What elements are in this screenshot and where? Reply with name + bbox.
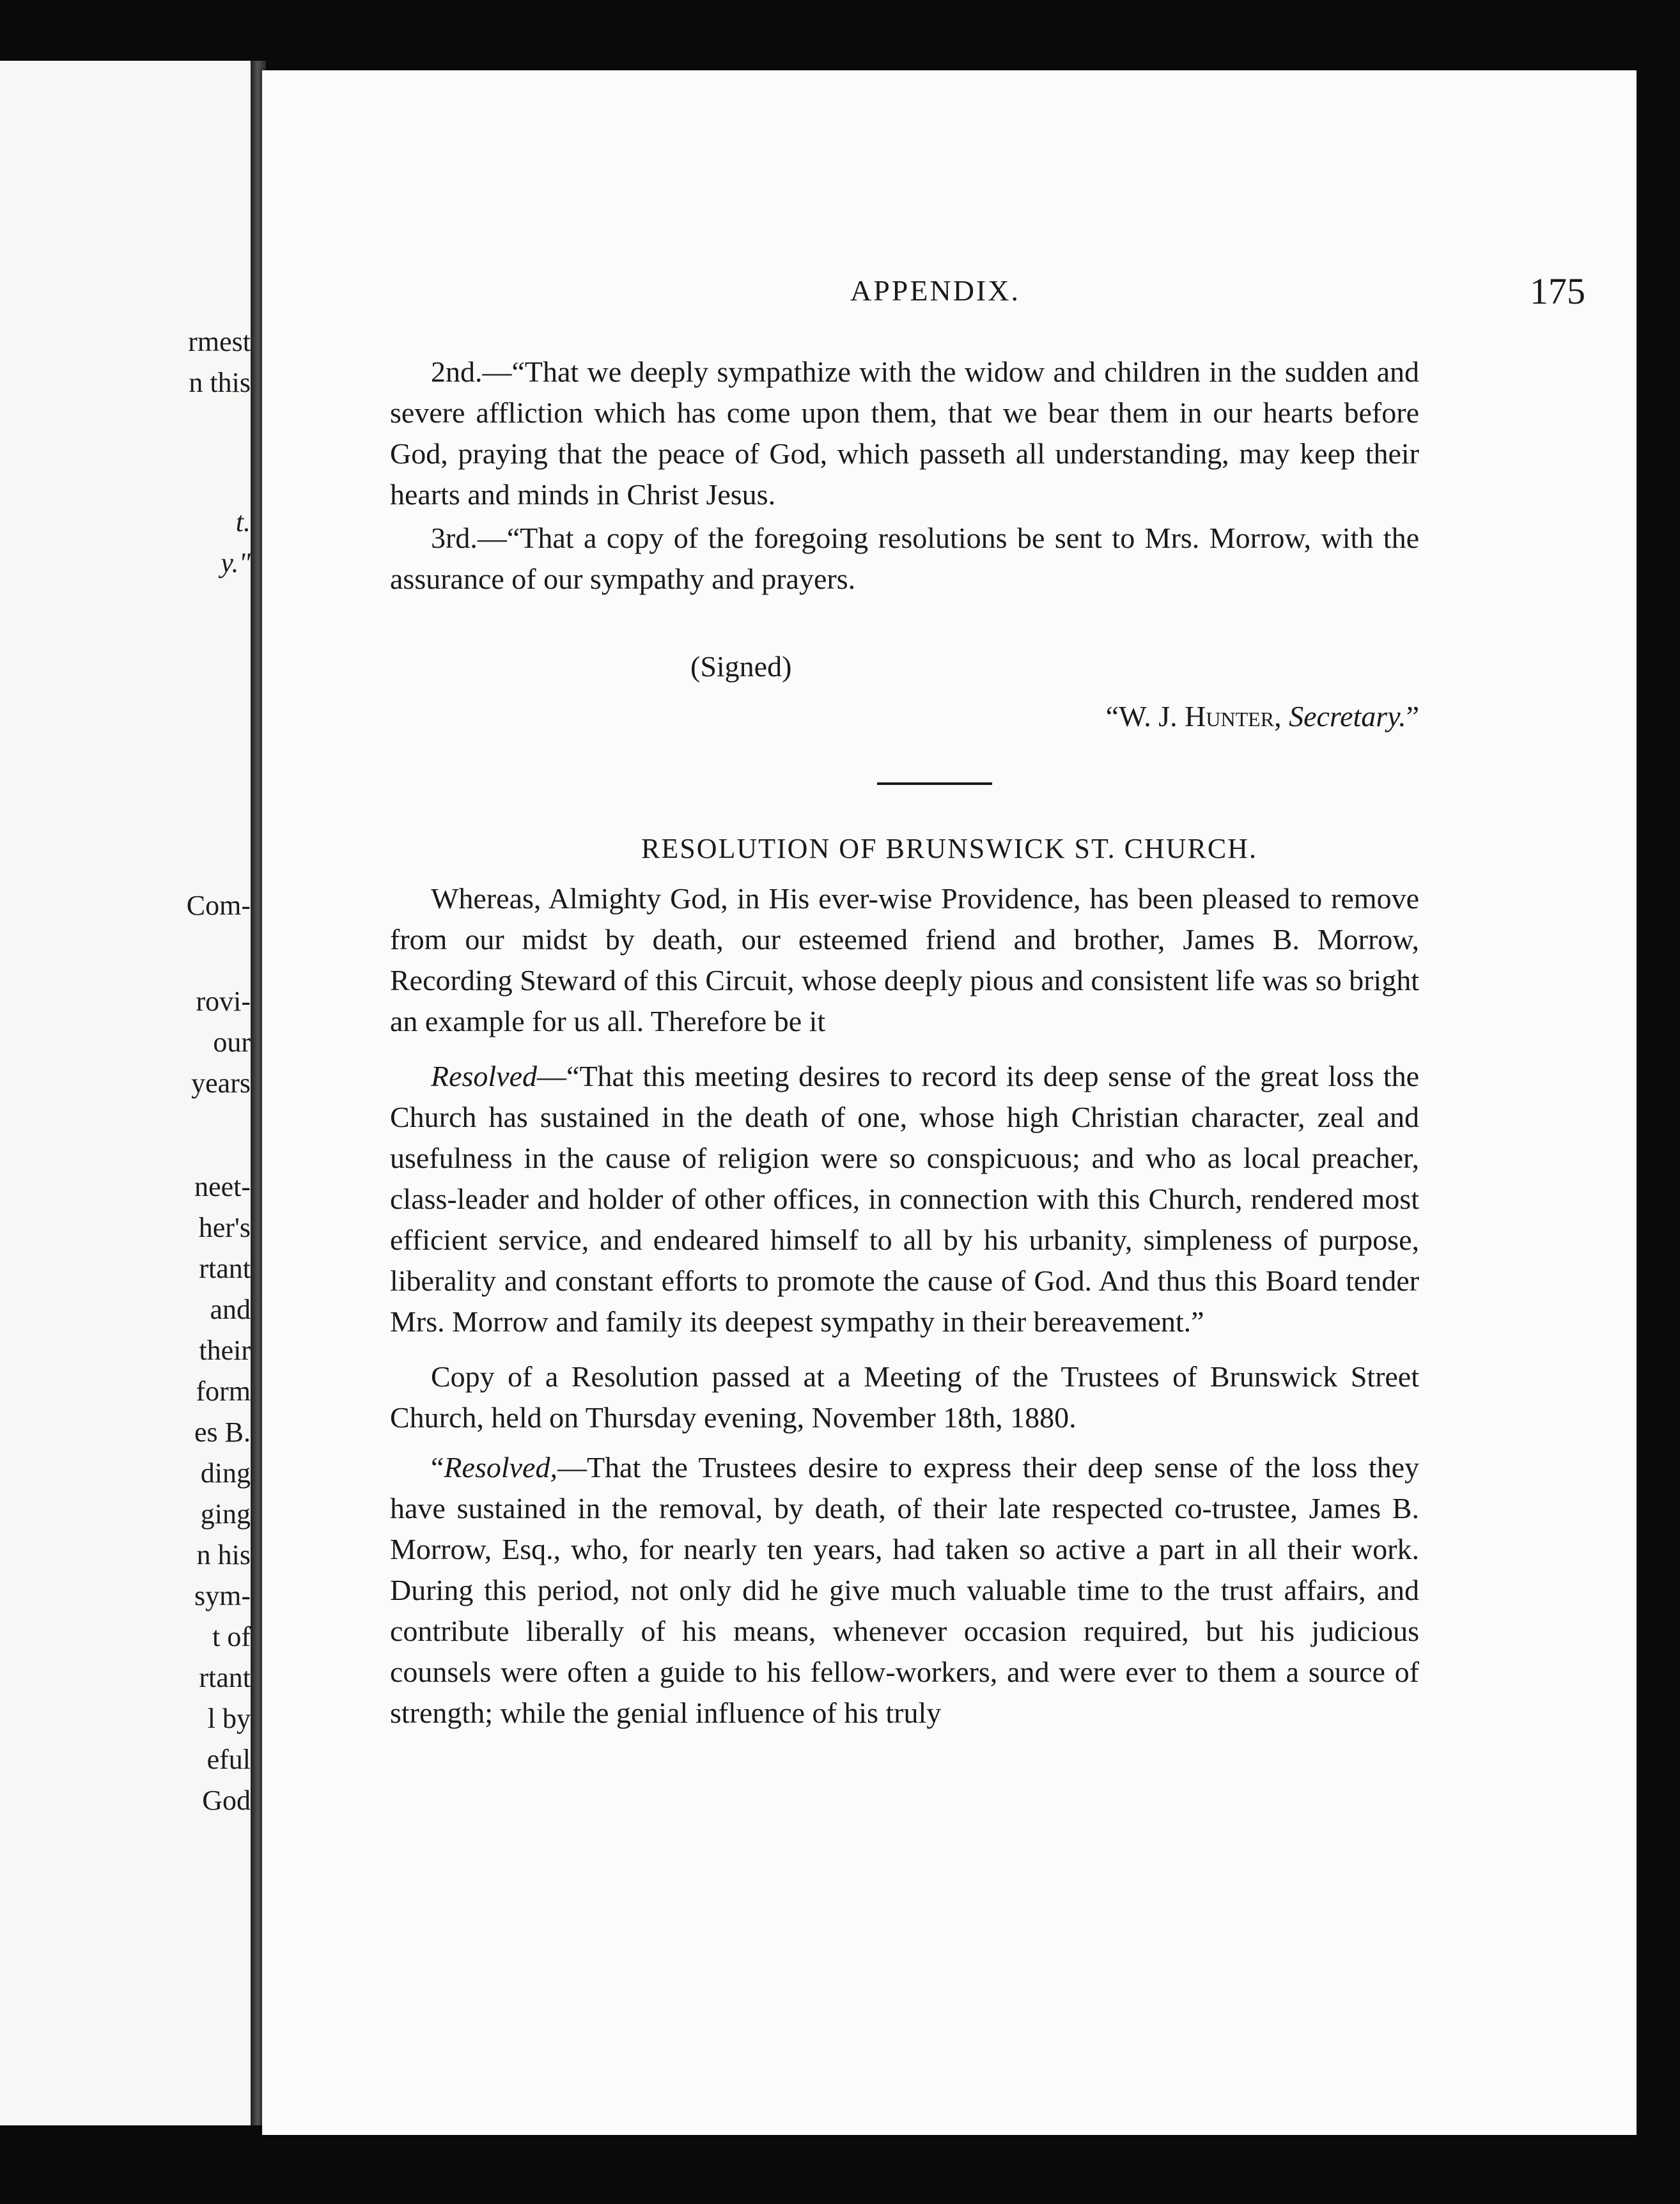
brunswick-resolution	[390, 878, 1419, 1734]
left-facing-page	[0, 61, 251, 2125]
left-fragment: her's	[198, 1212, 251, 1243]
resolved-paragraph	[390, 1056, 1419, 1342]
signed-label: (Signed)	[690, 650, 792, 683]
left-fragment: God	[202, 1785, 251, 1816]
left-fragment: and	[210, 1294, 251, 1325]
left-fragment: rtant	[199, 1253, 251, 1284]
section-divider	[877, 782, 992, 785]
left-fragment: eful	[206, 1744, 251, 1775]
left-fragment: t.	[235, 506, 251, 538]
resolution-continuation	[390, 352, 1419, 600]
paragraph-3rd: 3rd.—“That a copy of the foregoing resolutions be sent to Mrs. Morrow, with the assurance of our sympathy and prayers.	[390, 522, 1419, 595]
left-fragment: neet-	[194, 1171, 251, 1202]
left-fragment: l by	[207, 1703, 251, 1734]
left-fragment: n this	[189, 367, 251, 398]
left-fragment: ging	[200, 1498, 251, 1530]
left-fragment: Com-	[186, 890, 251, 921]
copy-paragraph: Copy of a Resolution passed at a Meeting of the Trustees of Brunswick Street Church, held on Thursday evening, November 18th, 1880.	[390, 1360, 1419, 1434]
trustees-paragraph	[390, 1447, 1419, 1734]
whereas-paragraph: Whereas, Almighty God, in His ever-wise Providence, has been pleased to remove from our midst by death, our esteemed friend and brother, James B. Morrow, Recording Steward of this Circuit, whose deeply pious and consistent life was so bright an example for us all. Therefore be it	[390, 882, 1419, 1037]
signature-close: ”	[1406, 700, 1419, 733]
left-fragment: ding	[200, 1457, 251, 1489]
running-title: APPENDIX.	[850, 274, 1020, 307]
left-fragment: sym-	[194, 1580, 251, 1611]
left-fragment: rtant	[199, 1662, 251, 1693]
trustees-open: “	[431, 1451, 444, 1484]
signature	[1106, 699, 1419, 733]
left-fragment: our	[213, 1027, 251, 1058]
signature-role: Secretary.	[1289, 700, 1406, 733]
left-fragment: form	[196, 1376, 251, 1407]
left-fragment: es B.	[194, 1416, 251, 1448]
left-fragment: rmest	[188, 326, 251, 357]
page-number: 175	[1530, 270, 1585, 312]
resolved-label: Resolved	[431, 1060, 538, 1092]
left-fragment: t of	[212, 1621, 251, 1652]
left-fragment: rovi-	[196, 986, 251, 1017]
left-fragment: years	[191, 1067, 251, 1099]
resolved-text: —“That this meeting desires to record its deep sense of the great loss the Church has sustained in the death of one, whose high Christian character, zeal and usefulness in the cause of religion were so conspicuous; and who as local preacher, class-leader and holder of other offices, in connection with this Church, rendered most efficient service, and endeared himself to all by his urbanity, simpleness of purpose, liberality and constant efforts to promote the cause of God. And thus this Board tender Mrs. Morrow and family its deepest sympathy in their bereavement.”	[390, 1060, 1419, 1338]
left-fragment: y."	[221, 547, 251, 578]
running-header	[262, 270, 1637, 312]
trustees-text: —That the Trustees desire to express their deep sense of the loss they have sustained in the removal, by death, of their late respected co-trustee, James B. Morrow, Esq., who, for nearly ten years, had taken so active a part in all their work. During this period, not only did he give much valuable time to the trust affairs, and contribute liberally of his means, whenever occasion required, but his judicious counsels were often a guide to his fellow-workers, and were ever to them a source of strength; while the genial influence of his truly	[390, 1451, 1419, 1729]
signature-name: Hunter	[1185, 700, 1275, 733]
left-fragment: n his	[196, 1539, 251, 1571]
section-heading: RESOLUTION OF BRUNSWICK ST. CHURCH.	[641, 833, 1257, 864]
paragraph-2nd: 2nd.—“That we deeply sympathize with the widow and children in the sudden and severe affliction which has come upon them, that we bear them in our hearts before God, praying that the peace of God, which passeth all understanding, may keep their hearts and minds in Christ Jesus.	[390, 355, 1419, 511]
trustees-label: Resolved,	[444, 1451, 557, 1484]
signature-sep: ,	[1274, 700, 1289, 733]
signature-open: “W. J.	[1105, 700, 1185, 733]
left-fragment: their	[199, 1335, 251, 1366]
book-page	[262, 70, 1637, 2135]
